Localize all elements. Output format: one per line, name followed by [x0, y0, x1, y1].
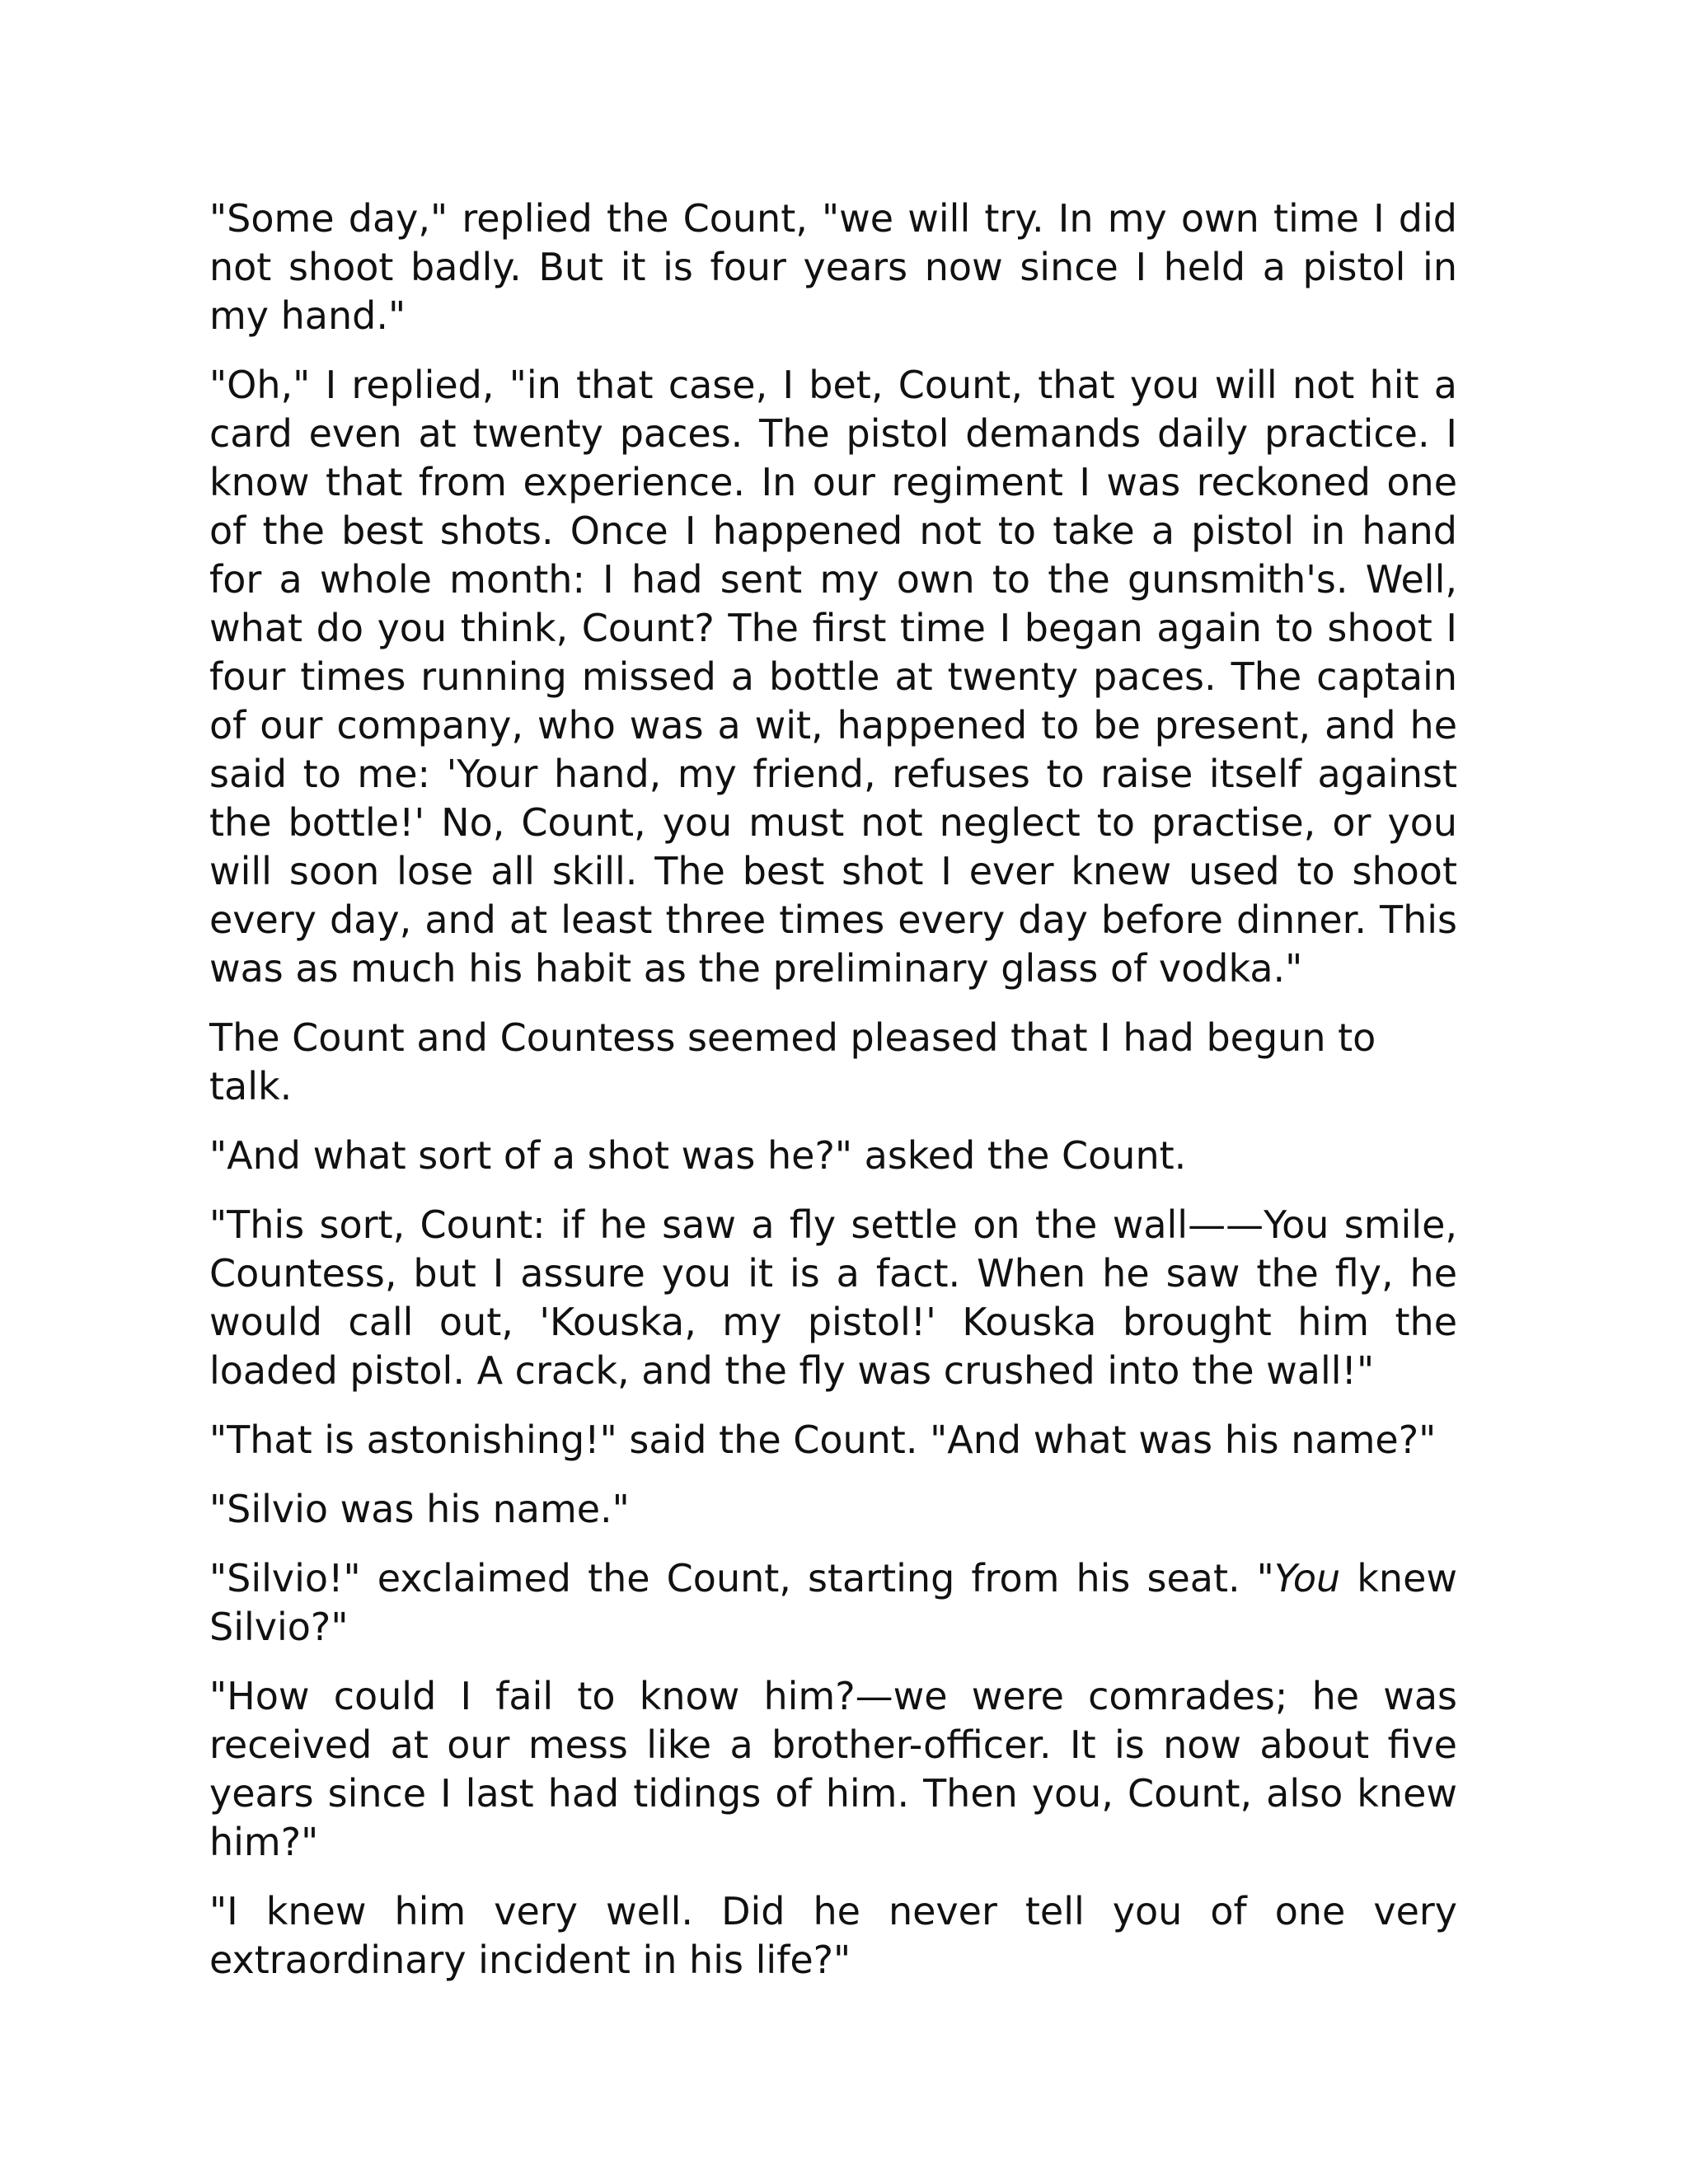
paragraph-5: "This sort, Count: if he saw a fly settle on the wall——You smile, Countess, but I assure you it is a fact. When he saw the fly, he would call out, 'Kouska, my pistol!' Kouska brought him the loaded pistol. A crack, and the fly was crushed into the wall!": [209, 1202, 1457, 1393]
paragraph-2: "Oh," I replied, "in that case, I bet, Count, that you will not hit a card even at twenty paces. The pistol demands daily practice. I know that from experience. In our regiment I was reckoned one of the best shots. Once I happened not to take a pistol in hand for a whole month: I had sent my own to the gunsmith's. Well, what do you think, Count? The first time I began again to shoot I four times running missed a bottle at twenty paces. The captain of our company, who was a wit, happened to be present, and he said to me: 'Your hand, my friend, refuses to raise itself against the bottle!' No, Count, you must not neglect to practise, or you will soon lose all skill. The best shot I ever knew used to shoot every day, and at least three times every day before dinner. This was as much his habit as the preliminary glass of vodka.": [209, 363, 1457, 991]
paragraph-10: "I knew him very well. Did he never tell you of one very extraordinary incident in his life?": [209, 1889, 1457, 1982]
paragraph-7: "Silvio was his name.": [209, 1487, 630, 1531]
paragraph-8-after: knew Silvio?": [209, 1556, 1458, 1649]
paragraph-8: [209, 1554, 1457, 1652]
paragraph-9: "How could I fail to know him?—we were comrades; he was received at our mess like a brother-officer. It is now about five years since I last had tidings of him. Then you, Count, also knew him?": [209, 1674, 1457, 1864]
paragraph-8-before: "Silvio!" exclaimed the Count, starting from his seat. ": [209, 1556, 1274, 1601]
paragraph-4: "And what sort of a shot was he?" asked the Count.: [209, 1133, 1187, 1178]
paragraph-1: "Some day," replied the Count, "we will try. In my own time I did not shoot badly. But it is four years now since I held a pistol in my hand.": [209, 196, 1457, 338]
paragraph-3: The Count and Countess seemed pleased that I had begun to talk.: [209, 1015, 1376, 1108]
paragraph-6: "That is astonishing!" said the Count. "And what was his name?": [209, 1418, 1437, 1462]
paragraph-8-emphasis: You: [1273, 1556, 1341, 1601]
text-body: [209, 194, 1457, 1985]
